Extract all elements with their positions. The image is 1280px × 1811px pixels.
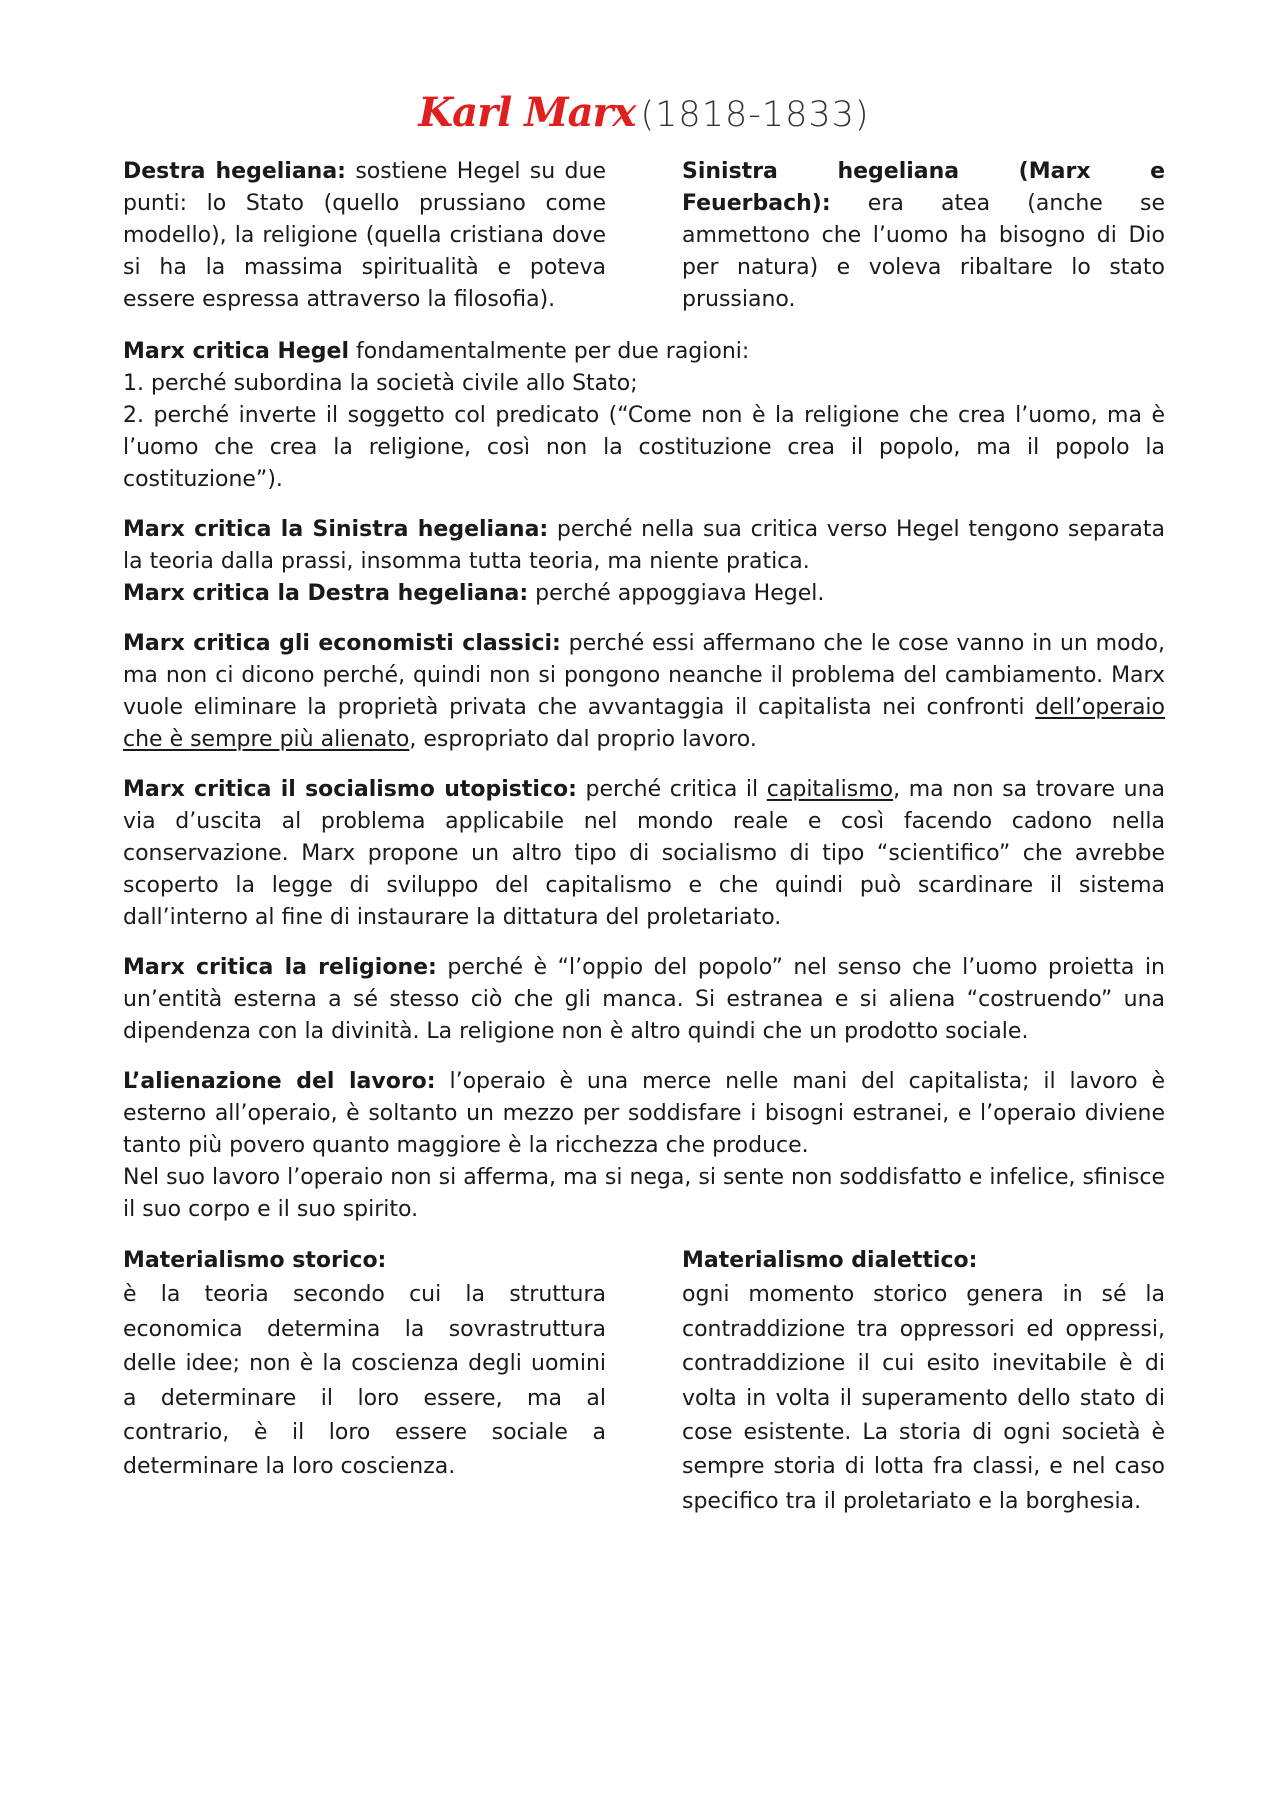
critica-sinistra-text: perché nella sua critica verso Hegel tengono separata la teoria dalla prassi, insomma tutta teoria, ma niente pratica. bbox=[123, 517, 1165, 574]
critica-hegel-point-2: 2. perché inverte il soggetto col predicato (“Come non è la religione che crea l’uomo, ma è l’uomo che crea la religione, così non la costituzione crea il popolo, ma il popolo la costituzione”). bbox=[123, 403, 1165, 492]
critica-hegel-point-1: 1. perché subordina la società civile allo Stato; bbox=[123, 371, 638, 396]
underlined-word: capitalismo bbox=[766, 777, 894, 802]
sinistra-label: Sinistra hegeliana (Marx e Feuerbach): bbox=[682, 159, 1165, 216]
underlined-phrase: dell’operaio che è sempre più alienato bbox=[123, 695, 1165, 752]
critica-economisti-text-end: , espropriato dal proprio lavoro. bbox=[409, 727, 757, 752]
alienazione-paragraph bbox=[123, 1066, 1165, 1162]
critica-religione-text: perché è “l’oppio del popolo” nel senso che l’uomo proietta in un’entità esterna a sé stesso ciò che gli manca. Si estranea e si aliena “costruendo” una dipendenza con la divinità. La religione non è altro quindi che un prodotto sociale. bbox=[123, 955, 1165, 1044]
destra-label: Destra hegeliana: bbox=[123, 159, 346, 184]
sinistra-text: era atea (anche se ammettono che l’uomo ha bisogno di Dio per natura) e voleva ribaltare lo stato prussiano. bbox=[682, 191, 1165, 312]
critica-destra-label: Marx critica la Destra hegeliana: bbox=[123, 581, 529, 606]
page-title bbox=[123, 88, 1165, 138]
critica-economisti-label: Marx critica gli economisti classici: bbox=[123, 631, 561, 656]
alienazione-text: l’operaio è una merce nelle mani del capitalista; il lavoro è esterno all’operaio, è soltanto un mezzo per soddisfare i bisogni estranei, e l’operaio diviene tanto più povero quanto maggiore è la ricchezza che produce. bbox=[123, 1069, 1165, 1158]
critica-hegel-section bbox=[123, 336, 1165, 496]
critica-socialismo-section bbox=[123, 774, 1165, 934]
materialismo-dialettico-column bbox=[682, 1244, 1165, 1519]
critica-socialismo-text-end: , ma non sa trovare una via d’uscita al problema applicabile nel mondo reale e così facendo cadono nella conservazione. Marx propone un altro tipo di socialismo di tipo “scientifico” che avrebbe scoperto la legge di sviluppo del capitalismo e che quindi può scardinare il sistema dall’interno al fine di instaurare la dittatura del proletariato. bbox=[123, 777, 1165, 930]
sinistra-paragraph bbox=[682, 156, 1165, 316]
critica-religione-label: Marx critica la religione: bbox=[123, 955, 437, 980]
title-dates: (1818-1833) bbox=[640, 95, 870, 135]
materialismo-columns bbox=[123, 1244, 1165, 1519]
critica-hegel-intro bbox=[123, 336, 1165, 368]
materialismo-dialettico-text: ogni momento storico genera in sé la contraddizione tra oppressori ed oppressi, contraddizione il cui esito inevitabile è di volta in volta il superamento dello stato di cose esistente. La storia di ogni società è sempre storia di lotta fra classi, e nel caso specifico tra il proletariato e la borghesia. bbox=[682, 1282, 1165, 1514]
materialismo-storico-label: Materialismo storico: bbox=[123, 1248, 387, 1273]
destra-column bbox=[123, 156, 606, 316]
critica-socialismo-paragraph bbox=[123, 774, 1165, 934]
critica-sinistra-destra-section bbox=[123, 514, 1165, 610]
materialismo-dialettico-label: Materialismo dialettico: bbox=[682, 1248, 978, 1273]
critica-destra-paragraph bbox=[123, 578, 1165, 610]
alienazione-paragraph-2: Nel suo lavoro l’operaio non si afferma, ma si nega, si sente non soddisfatto e infelice, sfinisce il suo corpo e il suo spirito. bbox=[123, 1165, 1165, 1222]
critica-socialismo-label: Marx critica il socialismo utopistico: bbox=[123, 777, 577, 802]
materialismo-storico-column bbox=[123, 1244, 606, 1519]
critica-economisti-text: perché essi affermano che le cose vanno in un modo, ma non ci dicono perché, quindi non si pongono neanche il problema del cambiamento. Marx vuole eliminare la proprietà privata che avvantaggia il capitalista nei confronti bbox=[123, 631, 1165, 720]
critica-economisti-paragraph bbox=[123, 628, 1165, 756]
critica-hegel-intro-text: fondamentalmente per due ragioni: bbox=[349, 339, 750, 364]
critica-religione-section bbox=[123, 952, 1165, 1048]
critica-religione-paragraph bbox=[123, 952, 1165, 1048]
destra-text: sostiene Hegel su due punti: lo Stato (quello prussiano come modello), la religione (quella cristiana dove si ha la massima spiritualità e poteva essere espressa attraverso la filosofia). bbox=[123, 159, 606, 312]
destra-paragraph bbox=[123, 156, 606, 316]
critica-destra-text: perché appoggiava Hegel. bbox=[528, 581, 825, 606]
document-page bbox=[123, 88, 1165, 1519]
hegelian-columns bbox=[123, 156, 1165, 316]
alienazione-section bbox=[123, 1066, 1165, 1226]
alienazione-label: L’alienazione del lavoro: bbox=[123, 1069, 436, 1094]
critica-sinistra-paragraph bbox=[123, 514, 1165, 578]
critica-socialismo-text: perché critica il bbox=[576, 777, 767, 802]
title-name: Karl Marx bbox=[418, 89, 636, 136]
sinistra-column bbox=[682, 156, 1165, 316]
critica-sinistra-label: Marx critica la Sinistra hegeliana: bbox=[123, 517, 549, 542]
critica-economisti-section bbox=[123, 628, 1165, 756]
materialismo-storico-text: è la teoria secondo cui la struttura economica determina la sovrastruttura delle idee; non è la coscienza degli uomini a determinare il loro essere, ma al contrario, è il loro essere sociale a determinare la loro coscienza. bbox=[123, 1282, 606, 1480]
critica-hegel-label: Marx critica Hegel bbox=[123, 339, 350, 364]
